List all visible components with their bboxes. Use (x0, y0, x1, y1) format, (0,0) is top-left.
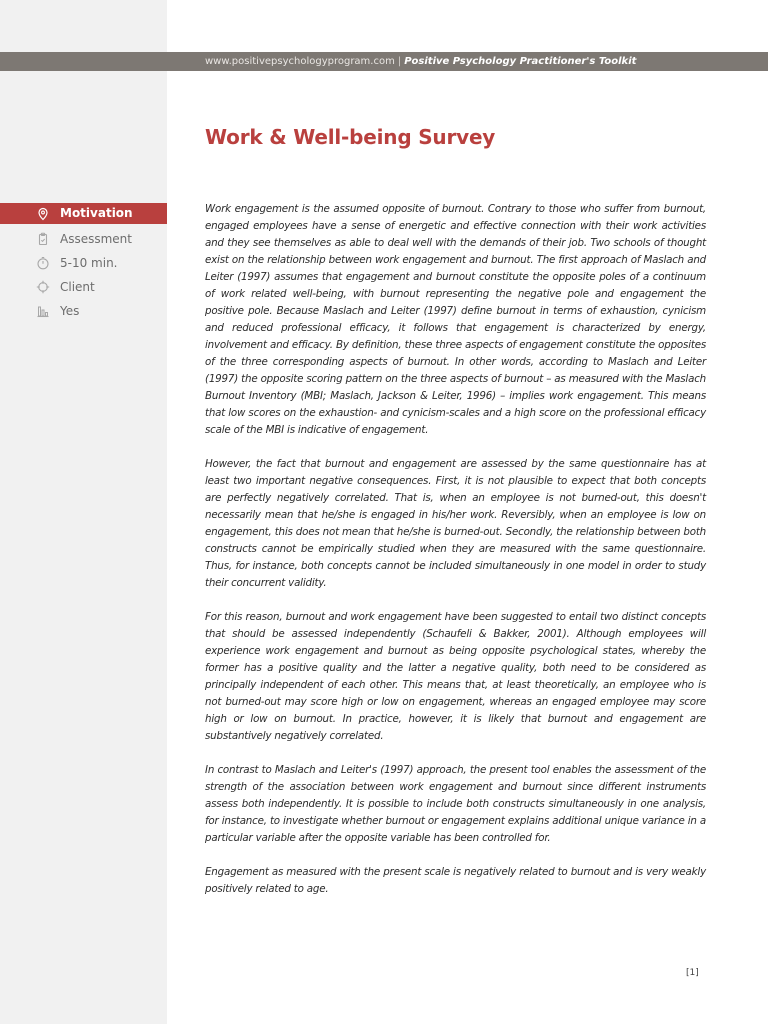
meta-label: Client (60, 280, 95, 294)
header-separator: | (397, 56, 402, 67)
page-number: [1] (686, 968, 699, 978)
meta-item-target (0, 275, 167, 299)
crosshair-icon (36, 280, 50, 294)
meta-list (0, 203, 167, 323)
bar-chart-icon (36, 304, 50, 318)
page-title: Work & Well-being Survey (205, 125, 496, 149)
meta-item-scoring (0, 299, 167, 323)
meta-label: Motivation (60, 206, 133, 220)
body-text (205, 201, 706, 915)
meta-label: Yes (60, 304, 80, 318)
clipboard-icon (36, 232, 50, 246)
stopwatch-icon (36, 256, 50, 270)
meta-label: 5-10 min. (60, 256, 118, 270)
paragraph: However, the fact that burnout and engagement are assessed by the same questionnaire has at least two important negative consequences. First, it is not plausible to expect that both concepts are perfectly negatively correlated. That is, when an employee is not burned-out, this doesn't necessarily mean that he/she is engaged in his/her work. Reversibly, when an employee is low on engagement, this does not mean that he/she is burned-out. Secondly, the relationship between both constructs cannot be empirically studied when they are measured with the same questionnaire. Thus, for instance, both concepts cannot be included simultaneously in one model in order to study their concurrent validity. (205, 458, 706, 589)
sidebar (0, 0, 167, 1024)
paragraph: In contrast to Maslach and Leiter's (1997) approach, the present tool enables the assessment of the strength of the association between work engagement and burnout since different instruments assess both independently. It is possible to include both constructs simultaneously in one analysis, for instance, to investigate whether burnout or engagement explains additional unique variance in a particular variable after the opposite variable has been controlled for. (205, 764, 706, 844)
meta-item-duration (0, 251, 167, 275)
header-toolkit-title: Positive Psychology Practitioner's Toolkit (404, 56, 637, 67)
meta-label: Assessment (60, 232, 132, 246)
paragraph: Work engagement is the assumed opposite of burnout. Contrary to those who suffer from burnout, engaged employees have a sense of energetic and effective connection with their work activities and they see themselves as able to deal well with the demands of their job. Two schools of thought exist on the relationship between work engagement and burnout. The first approach of Maslach and Leiter (1997) assumes that engagement and burnout constitute the opposite poles of a continuum of work related well-being, with burnout representing the negative pole and engagement the positive pole. Because Maslach and Leiter (1997) define burnout in terms of exhaustion, cynicism and reduced professional efficacy, it follows that engagement is characterized by energy, involvement and efficacy. By definition, these three aspects of engagement constitute the opposites of the three corresponding aspects of burnout. In other words, according to Maslach and Leiter (1997) the opposite scoring pattern on the three aspects of burnout – as measured with the Maslach Burnout Inventory (MBI; Maslach, Jackson & Leiter, 1996) – implies work engagement. This means that low scores on the exhaustion- and cynicism-scales and a high score on the professional efficacy scale of the MBI is indicative of engagement. (205, 203, 706, 436)
header-text (205, 52, 636, 71)
header-site-link[interactable]: www.positivepsychologyprogram.com (205, 56, 395, 67)
meta-item-type (0, 227, 167, 251)
paragraph: Engagement as measured with the present scale is negatively related to burnout and is very weakly positively related to age. (205, 866, 706, 895)
meta-item-category (0, 203, 167, 224)
header-bar (0, 52, 768, 71)
map-pin-icon (36, 207, 50, 221)
paragraph: For this reason, burnout and work engagement have been suggested to entail two distinct concepts that should be assessed independently (Schaufeli & Bakker, 2001). Although employees will experience work engagement and burnout as being opposite psychological states, whereby the former has a positive quality and the latter a negative quality, both need to be considered as principally independent of each other. This means that, at least theoretically, an employee who is not burned-out may score high or low on engagement, whereas an engaged employee may score high or low on burnout. In practice, however, it is likely that burnout and engagement are substantively negatively correlated. (205, 611, 706, 742)
